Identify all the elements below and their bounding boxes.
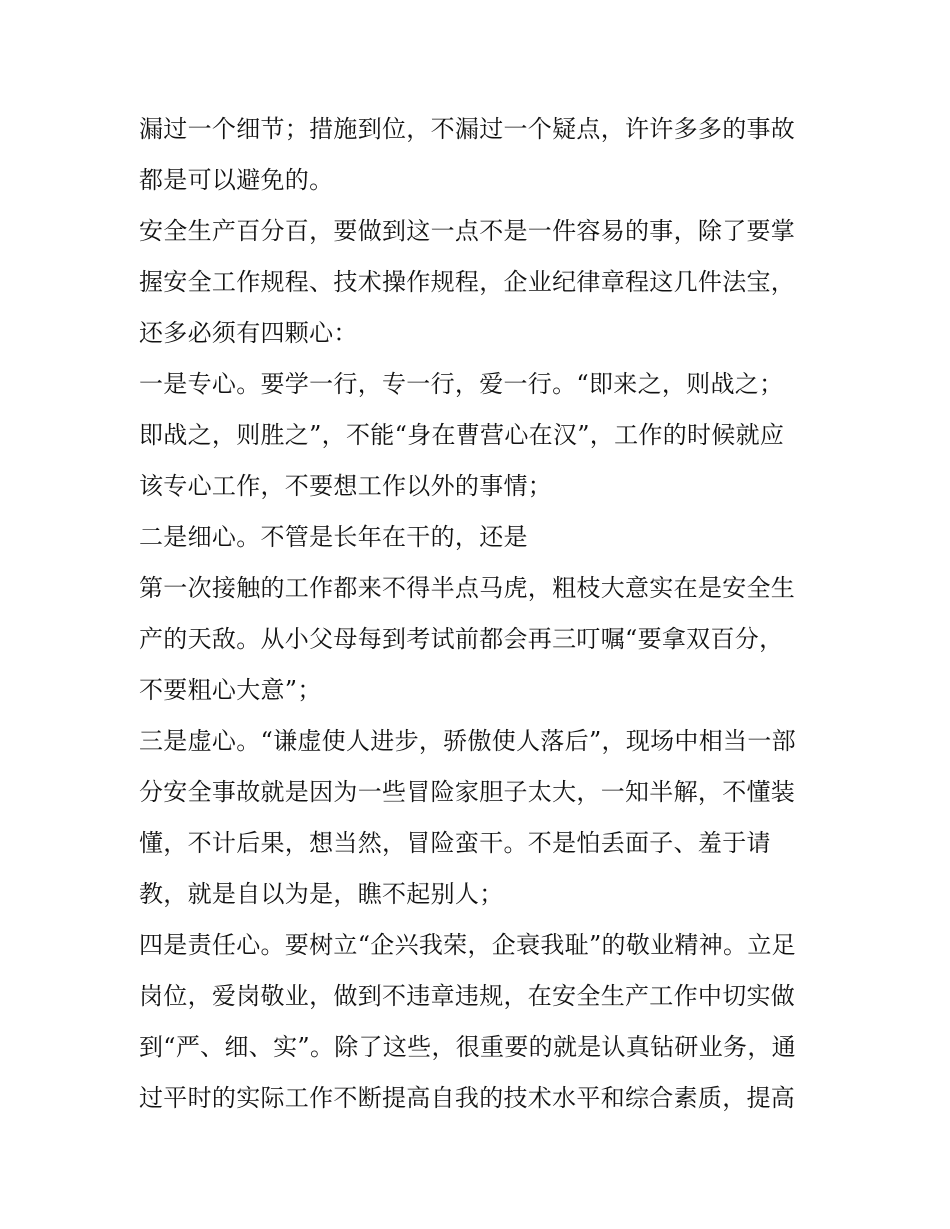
text-line: 漏过一个细节；措施到位，不漏过一个疑点，许许多多的事故 bbox=[139, 115, 796, 143]
text-line: 二是细心。不管是长年在干的，还是 bbox=[139, 523, 528, 551]
document-body bbox=[139, 104, 819, 1124]
text-line: 即战之，则胜之”，不能“身在曹营心在汉”，工作的时候就应 bbox=[139, 421, 785, 449]
text-line: 四是责任心。要树立“企兴我荣，企衰我耻”的敬业精神。立足 bbox=[139, 931, 796, 959]
text-line: 过平时的实际工作不断提高自我的技术水平和综合素质，提高 bbox=[139, 1084, 796, 1112]
text-line: 分安全事故就是因为一些冒险家胆子太大，一知半解，不懂装 bbox=[139, 778, 796, 806]
text-line: 还多必须有四颗心： bbox=[139, 319, 358, 347]
text-line: 懂，不计后果，想当然，冒险蛮干。不是怕丢面子、羞于请 bbox=[139, 829, 771, 857]
text-line: 岗位，爱岗敬业，做到不违章违规，在安全生产工作中切实做 bbox=[139, 982, 796, 1010]
text-line: 安全生产百分百，要做到这一点不是一件容易的事，除了要掌 bbox=[139, 217, 796, 245]
text-line: 一是专心。要学一行，专一行，爱一行。“即来之，则战之； bbox=[139, 370, 784, 398]
text-line: 第一次接触的工作都来不得半点马虎，粗枝大意实在是安全生 bbox=[139, 574, 796, 602]
text-line: 到“严、细、实”。除了这些，很重要的就是认真钻研业务，通 bbox=[139, 1033, 796, 1061]
text-line: 不要粗心大意”； bbox=[139, 676, 322, 704]
text-line: 都是可以避免的。 bbox=[139, 166, 334, 194]
text-line: 教，就是自以为是，瞧不起别人； bbox=[139, 880, 504, 908]
text-line: 三是虚心。“谦虚使人进步，骄傲使人落后”，现场中相当一部 bbox=[139, 727, 796, 755]
text-line: 该专心工作，不要想工作以外的事情； bbox=[139, 472, 553, 500]
text-line: 产的天敌。从小父母每到考试前都会再三叮嘱“要拿双百分， bbox=[139, 625, 784, 653]
text-line: 握安全工作规程、技术操作规程，企业纪律章程这几件法宝， bbox=[139, 268, 796, 296]
